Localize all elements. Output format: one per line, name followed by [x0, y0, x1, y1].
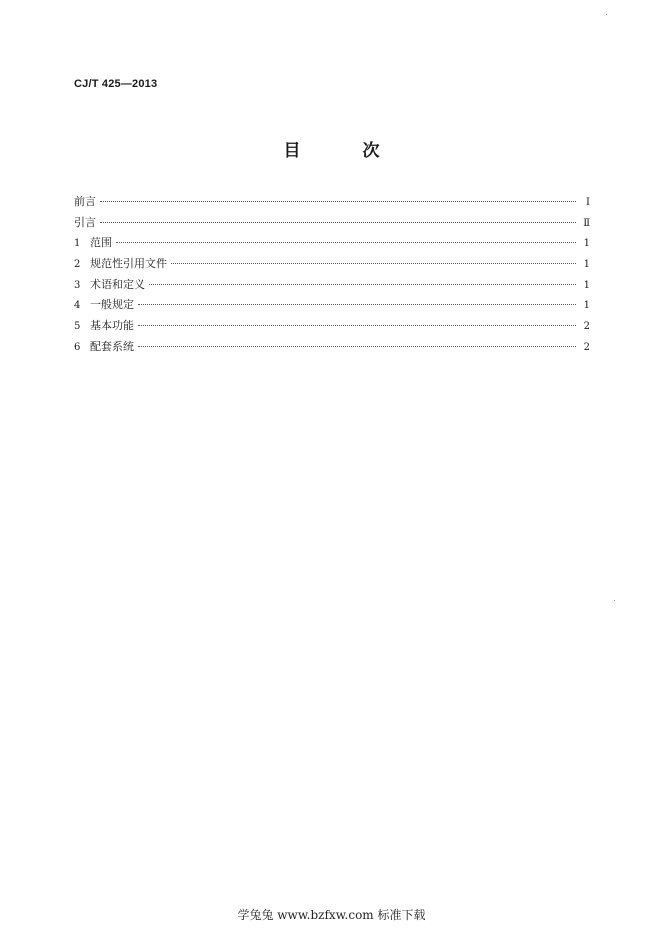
- toc-entry-foreword[interactable]: [74, 193, 590, 214]
- toc-entry-page: 1: [583, 238, 590, 250]
- footer-watermark: 学兔兔 www.bzfxw.com 标准下载: [237, 908, 426, 922]
- toc-entry-page: 1: [583, 259, 590, 271]
- toc-entry-6[interactable]: [74, 338, 590, 359]
- toc-dot-leader: [138, 346, 576, 347]
- toc-entry-page: Ⅱ: [583, 217, 590, 229]
- toc-entry-label: 规范性引用文件: [90, 257, 167, 271]
- toc-entry-label: 基本功能: [90, 319, 134, 333]
- scan-speck: [606, 14, 607, 15]
- toc-entry-label: 范围: [90, 236, 112, 250]
- toc-entry-4[interactable]: [74, 296, 590, 317]
- toc-entry-label: 一般规定: [90, 298, 134, 312]
- document-code: CJ/T 425—2013: [74, 78, 158, 90]
- toc-entry-3[interactable]: [74, 276, 590, 297]
- toc-dot-leader: [138, 304, 576, 305]
- toc-entry-label: 配套系统: [90, 339, 134, 353]
- toc-entry-introduction[interactable]: [74, 214, 590, 235]
- toc-entry-number: 6: [74, 341, 81, 353]
- toc-entry-number: 4: [74, 300, 81, 312]
- toc-dot-leader: [171, 263, 576, 264]
- toc-dot-leader: [116, 242, 576, 243]
- toc-entry-1[interactable]: [74, 234, 590, 255]
- toc-dot-leader: [100, 222, 576, 223]
- toc-entry-page: 2: [583, 321, 590, 333]
- toc-entry-2[interactable]: [74, 255, 590, 276]
- toc-entry-5[interactable]: [74, 317, 590, 338]
- table-of-contents: [74, 193, 590, 359]
- toc-title: 目 次: [283, 141, 408, 161]
- toc-dot-leader: [138, 325, 576, 326]
- toc-entry-number: 2: [74, 259, 81, 271]
- toc-entry-number: 1: [74, 238, 81, 250]
- toc-dot-leader: [149, 284, 576, 285]
- toc-entry-number: 3: [74, 279, 81, 291]
- toc-entry-page: 2: [583, 341, 590, 353]
- scan-speck: [614, 600, 615, 601]
- toc-entry-label: 前言: [74, 195, 96, 208]
- toc-entry-page: 1: [583, 279, 590, 291]
- toc-entry-label: 术语和定义: [90, 277, 145, 291]
- toc-entry-page: Ⅰ: [586, 197, 590, 208]
- toc-dot-leader: [100, 201, 576, 202]
- toc-entry-number: 5: [74, 321, 81, 333]
- toc-entry-page: 1: [583, 300, 590, 312]
- toc-entry-label: 引言: [74, 215, 96, 229]
